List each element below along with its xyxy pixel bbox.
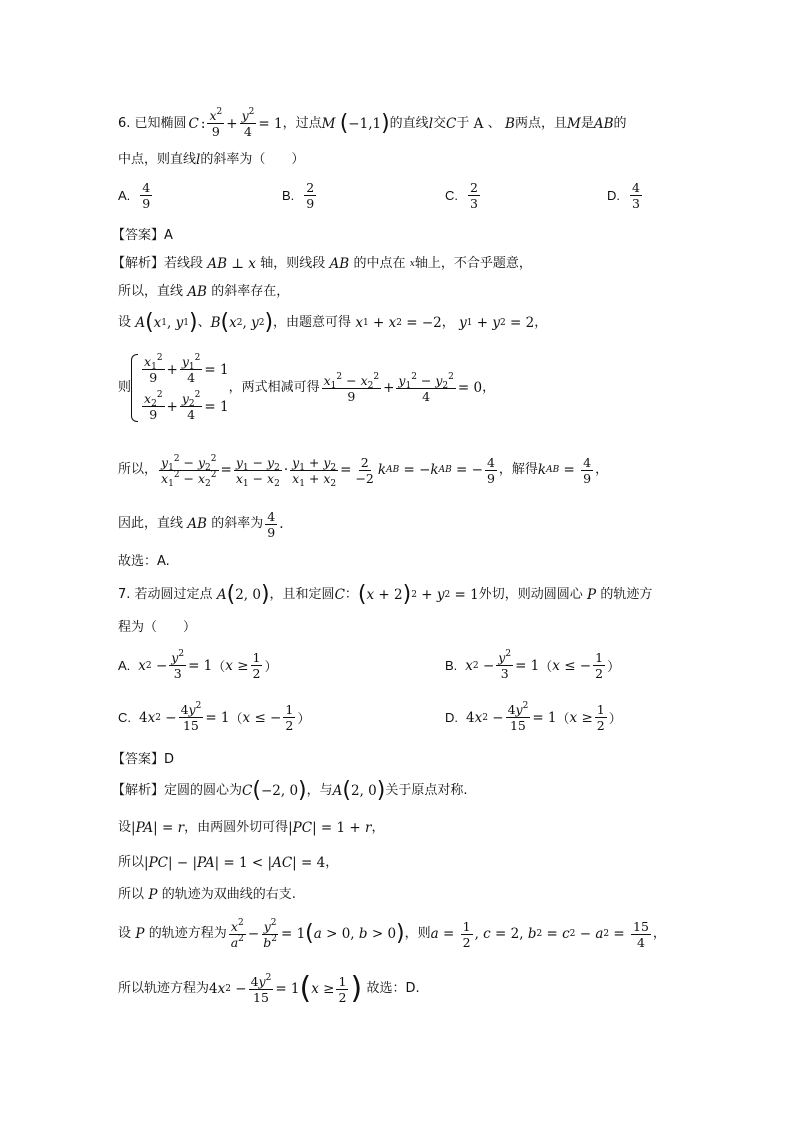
analysis-text: 关于原点对称.	[385, 783, 468, 798]
option-label: C.	[118, 710, 131, 725]
frac-num: 2	[306, 180, 315, 195]
analysis-text: 所以	[118, 855, 145, 870]
analysis-text: ，	[534, 315, 548, 330]
q7-analysis-line2: 设 | PA | = r ，由两圆外切可得 | PC | = 1 + r ，	[118, 820, 385, 836]
q7-stem-text: 外切，则动圆圆心	[478, 587, 583, 602]
analysis-text: 设	[118, 315, 132, 330]
analysis-text: .	[279, 516, 284, 532]
analysis-text: ，	[371, 820, 385, 835]
analysis-text: 所以，直线	[118, 284, 184, 299]
q6-stem-text: 于	[456, 115, 470, 131]
q7-answer: 【答案】D	[112, 752, 175, 767]
option-label: C.	[445, 188, 458, 203]
q6-stem-text: 两点，且	[514, 115, 567, 131]
q7-stem-line2: 程为（ ）	[118, 620, 197, 635]
q6-stem-text: ，过点	[282, 115, 322, 131]
equation-system: $\frac{x_1^2}{9}$ + $\frac{y_1^2}{4}$ = 1 $\frac{x_2^2}{9}$ + $\frac{y_2^2}{4}$ = 1	[131, 354, 229, 422]
frac-num: 2	[470, 180, 478, 195]
q6-option-c[interactable]	[445, 180, 482, 211]
condition-close: ）	[608, 712, 622, 727]
q7-stem-text: ，且和定圆	[269, 587, 335, 602]
q6-analysis-line4: 则 $\frac{x_1^2}{9}$ + $\frac{y_1^2}{4}$ = 1 $\frac{x_2^2}{9}$ + $\frac{y_2^2}{4}$ = 1 ，两式相减可得 $\frac{x_1^2 - x_2^2}{9}$ + $\frac{y_1^2 - y_2^2}{4}$ = 0 ，	[118, 353, 496, 422]
q7-analysis-line3: 所以 | PC | − | PA | = 1 < | AC | = 4 ，	[118, 855, 339, 871]
analysis-text: ，由题意可得	[273, 315, 352, 330]
q6-answer: 【答案】A	[112, 228, 173, 243]
analysis-text: ，解得	[498, 462, 538, 477]
analysis-text: 设	[118, 820, 132, 835]
q6-analysis-line5: 所以， $\frac{y_1^2 - y_2^2}{x_1^2 - x_2^2}$ = $\frac{y_1 - y_2}{x_1 - x_2}$ · $\frac{y_1 + y_2}{x_1 + x_2}$ = $\frac{2}{-2}$ k AB = − k AB = − $\frac{4}{9}$ ，解得 k AB = $\frac{4}{9}$ ，	[118, 453, 609, 489]
option-label: A.	[118, 188, 131, 203]
option-label: B.	[282, 188, 295, 203]
math-fraction: $\frac{y^2}{4}$	[241, 107, 255, 139]
option-label: B.	[445, 658, 458, 673]
analysis-text: 的轨迹方程为	[148, 926, 227, 941]
frac-num: 4	[142, 180, 151, 195]
q6-stem-line2: 中点，则直线 l 的斜率为（ ）	[118, 152, 305, 168]
analysis-text: ，	[595, 462, 609, 477]
analysis-text: 的中点在	[353, 256, 406, 271]
analysis-text: 设	[118, 926, 132, 941]
math-fraction	[304, 180, 316, 211]
analysis-text: ，	[441, 315, 455, 330]
q6-stem-text: 的	[613, 115, 627, 131]
analysis-text: 所以，	[118, 462, 158, 477]
analysis-text: ，两式相减可得	[228, 380, 320, 395]
analysis-text: 的斜率为	[211, 516, 264, 531]
option-label: D.	[445, 710, 458, 725]
analysis-text: 所以	[118, 887, 145, 902]
q7-stem-text: 7. 若动圆过定点	[118, 587, 213, 602]
option-label: A.	[118, 658, 131, 673]
q6-analysis-line3: 设 A ( x 1 , y 1 ) 、 B ( x 2 , y 2 ) ，由题意可得 x 1 + x 2 = −2 ， y 1 + y 2 = 2 ，	[118, 310, 548, 335]
q6-stem-text: 是	[580, 115, 594, 131]
condition-open: （	[556, 712, 570, 727]
q7-analysis-line4: 所以 P 的轨迹为双曲线的右支.	[118, 887, 296, 903]
option-label: D.	[607, 188, 620, 203]
q7-stem-text: 的轨迹方	[600, 587, 653, 602]
q7-stem-line1: 7. 若动圆过定点 A ( 2, 0 ) ，且和定圆 C ： ( x + 2 ) 2 + y 2 = 1 外切，则动圆圆心 P 的轨迹方	[118, 582, 653, 607]
math-fraction	[468, 180, 480, 211]
frac-num: 4	[632, 180, 640, 195]
analysis-text: 定圆的圆心为	[164, 783, 243, 798]
q6-stem-text: 、	[487, 115, 501, 131]
condition-open: （	[229, 712, 243, 727]
condition-close: ）	[297, 712, 311, 727]
analysis-text: 的斜率存在，	[211, 284, 290, 299]
q7-analysis-line6: 所以轨迹方程为 4 x 2 − $\frac{4y^2}{15}$ = 1 ( x ≥ $\frac{1}{2}$ ) 故选：D.	[118, 971, 420, 1006]
q7-option-b[interactable]: B. x 2 − $\frac{y^2}{3}$ = 1 （ x ≤ − $\frac{1}{2}$ ）	[445, 649, 621, 681]
frac-den: 9	[142, 196, 151, 211]
analysis-text: 所以轨迹方程为	[118, 981, 210, 996]
math-fraction	[630, 180, 642, 211]
analysis-text: 的轨迹为双曲线的右支.	[161, 887, 296, 902]
q6-analysis-line6: 因此，直线 AB 的斜率为 $\frac{4}{9}$ .	[118, 508, 284, 540]
analysis-text: 轴，则线段	[260, 256, 326, 271]
q6-option-a[interactable]	[118, 180, 154, 211]
analysis-text: 、	[197, 315, 211, 330]
frac-den: 3	[632, 196, 640, 211]
analysis-text: ，则	[404, 926, 431, 941]
q7-option-d[interactable]: D. 4 x 2 − $\frac{4y^2}{15}$ = 1 （ x ≥ $\frac{1}{2}$ ）	[445, 701, 622, 733]
analysis-text: ，由两圆外切可得	[184, 820, 289, 835]
math-fraction: $\frac{x^2}{9}$	[209, 107, 223, 139]
q6-option-d[interactable]	[607, 180, 644, 211]
condition-close: ）	[264, 660, 278, 675]
analysis-tag: 【解析】	[112, 783, 165, 798]
analysis-text: 则	[118, 380, 132, 395]
q7-option-a[interactable]: A. x 2 − $\frac{y^2}{3}$ = 1 （ x ≥ $\frac{1}{2}$ ）	[118, 649, 278, 681]
analysis-text: ，	[325, 855, 339, 870]
q6-analysis-line1: 【解析】 若线段 AB ⊥ x 轴，则线段 AB 的中点在 x 轴上，不合乎题意，	[112, 256, 532, 272]
q6-analysis-line2: 所以，直线 AB 的斜率存在，	[118, 284, 290, 300]
q6-stem-text: 交	[433, 115, 447, 131]
q6-conclusion: 故选：A.	[118, 554, 170, 569]
q6-option-b[interactable]	[282, 180, 318, 211]
q7-stem-text: ：	[344, 587, 358, 602]
q6-stem-line1: 6. 已知椭圆 C : $\frac{x^2}{9}$ + $\frac{y^2}{4}$ = 1 ，过点 M ( −1,1 ) 的直线 l 交 C 于 A 、 B 两点，且 M 是 AB 的	[118, 107, 627, 139]
analysis-text: 因此，直线	[118, 516, 184, 531]
analysis-text: 故选：D.	[366, 981, 420, 996]
math-fraction	[140, 180, 152, 211]
analysis-text: ，与	[306, 783, 333, 798]
q7-analysis-line5: 设 P 的轨迹方程为 $\frac{x^2}{a^2}$ − $\frac{y^2}{b^2}$ = 1 ( a > 0, b > 0 ) ，则 a = $\frac{1}{2}$ , c = 2, b 2 = c 2 − a 2 = $\frac{15}{4}$ ，	[118, 917, 666, 950]
q6-stem-text: 6. 已知椭圆	[118, 115, 187, 131]
frac-den: 9	[306, 196, 315, 211]
q7-analysis-line1: 【解析】 定圆的圆心为 C ( −2, 0 ) ，与 A ( 2, 0 ) 关于原点对称.	[112, 778, 468, 803]
analysis-tag: 【解析】	[112, 256, 165, 271]
condition-open: （	[539, 660, 553, 675]
q7-option-c[interactable]: C. 4 x 2 − $\frac{4y^2}{15}$ = 1 （ x ≤ − $\frac{1}{2}$ ）	[118, 701, 311, 733]
frac-den: 3	[470, 196, 478, 211]
condition-close: ）	[607, 660, 621, 675]
q6-stem-text: 的直线	[389, 115, 429, 131]
brace-icon	[131, 354, 138, 422]
analysis-text: ，	[482, 380, 496, 395]
analysis-text: 轴上，不合乎题意，	[414, 256, 532, 271]
analysis-text: 若线段	[164, 256, 204, 271]
analysis-text: ，	[652, 926, 666, 941]
q6-stem-text: 中点，则直线	[118, 152, 197, 167]
condition-open: （	[212, 660, 226, 675]
q6-stem-text: 的斜率为（ ）	[200, 152, 305, 167]
